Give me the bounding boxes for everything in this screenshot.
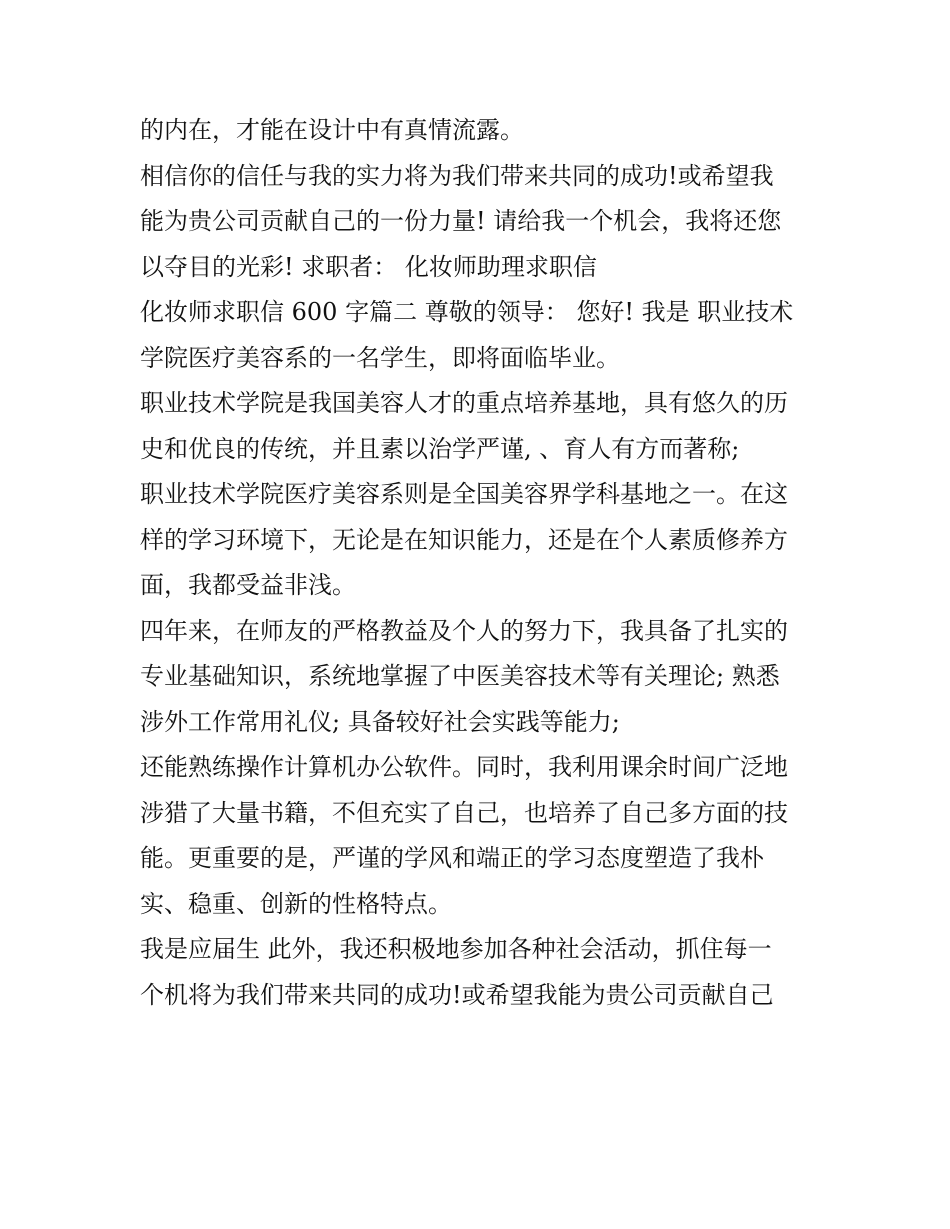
text-line: 涉猎了大量书籍，不但充实了自己，也培养了自己多方面的技	[140, 798, 788, 827]
text-line: 能。更重要的是，严谨的学风和端正的学习态度塑造了我朴	[140, 844, 764, 872]
text-line: 样的学习环境下，无论是在知识能力，还是在个人素质修养方	[140, 525, 788, 554]
text-line: 相信你的信任与我的实力将为我们带来共同的成功!或希望我	[140, 161, 774, 190]
text-line: 涉外工作常用礼仪; 具备较好社会实践等能力;	[140, 707, 620, 736]
text-line: 我是应届生 此外，我还积极地参加各种社会活动，抓住每一	[140, 935, 772, 963]
text-line: 实、稳重、创新的性格特点。	[140, 889, 452, 918]
text-line: 职业技术学院医疗美容系则是全国美容界学科基地之一。在这	[140, 480, 788, 508]
text-line: 史和优良的传统，并且素以治学严谨, 、育人有方而著称;	[140, 434, 740, 463]
text-line: 个机将为我们带来共同的成功!或希望我能为贵公司贡献自己	[140, 980, 774, 1009]
text-line: 面，我都受益非浅。	[140, 571, 356, 599]
text-line: 四年来，在师友的严格教益及个人的努力下，我具备了扎实的	[140, 616, 788, 645]
text-line: 以夺目的光彩! 求职者： 化妆师助理求职信	[140, 252, 597, 281]
text-line: 学院医疗美容系的一名学生，即将面临毕业。	[140, 343, 620, 372]
text-line: 化妆师求职信 600 字篇二 尊敬的领导： 您好! 我是 职业技术	[140, 298, 794, 326]
text-line: 还能熟练操作计算机办公软件。同时，我利用课余时间广泛地	[140, 753, 788, 781]
document-body	[140, 108, 820, 1018]
text-line: 的内在，才能在设计中有真情流露。	[140, 116, 524, 144]
text-line: 专业基础知识，系统地掌握了中医美容技术等有关理论; 熟悉	[140, 662, 780, 690]
text-line: 能为贵公司贡献自己的一份力量! 请给我一个机会，我将还您	[140, 207, 782, 235]
text-line: 职业技术学院是我国美容人才的重点培养基地，具有悠久的历	[140, 389, 788, 417]
